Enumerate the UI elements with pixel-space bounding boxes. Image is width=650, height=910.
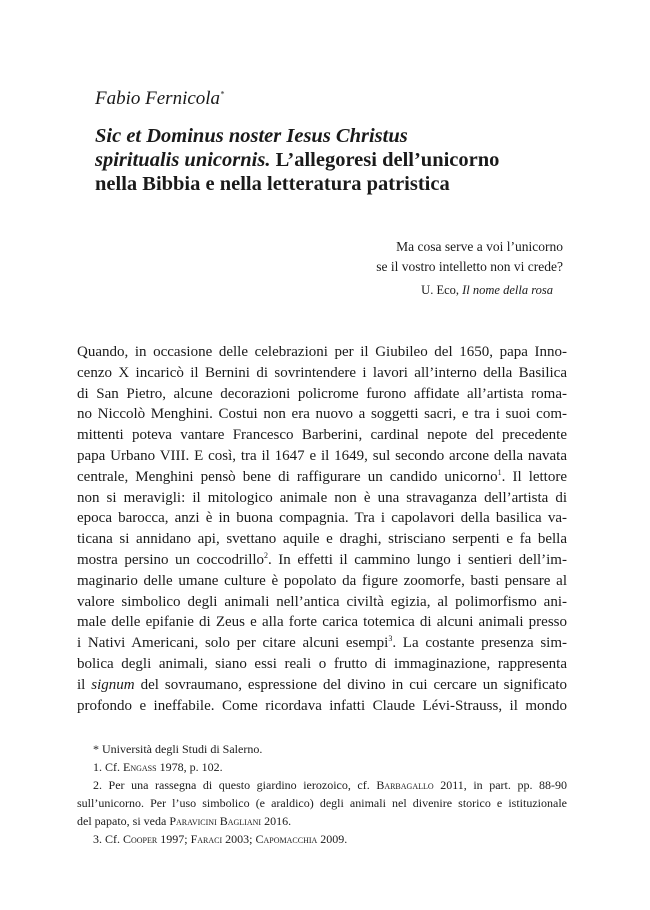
footnote-citation: Engass <box>123 760 157 774</box>
body-line <box>77 467 567 488</box>
footnote-text: del papato, si veda <box>77 814 170 828</box>
title-latin-1: Sic et Dominus noster Iesus Christus <box>95 125 408 147</box>
title-italian-2: L’allegoresi dell’unicorno <box>270 149 500 171</box>
body-line: ticana si annidano api, svettano aquile e draghi, strisciano serpenti e fa bella <box>77 531 567 548</box>
author-footnote-mark: * <box>220 89 225 99</box>
footnote-ref-1[interactable]: 1 <box>497 467 502 477</box>
title-line-3: nella Bibbia e nella letteratura patristica <box>95 173 450 195</box>
footnote-3 <box>77 830 567 848</box>
epigraph-line-1: Ma cosa serve a voi l’unicorno <box>396 239 563 254</box>
footnote-2-line-3 <box>77 812 567 830</box>
body-line: profondo e ineffabile. Come ricordava infatti Claude Lévi-Strauss, il mondo <box>77 697 567 714</box>
epigraph-line-2: se il vostro intelletto non vi crede? <box>376 259 563 274</box>
body-line: bolica degli animali, siano essi reali o frutto di immaginazione, rappresenta <box>77 655 567 672</box>
epigraph-source-title: Il nome della rosa <box>462 283 553 297</box>
footnote-text: 2016. <box>261 814 292 828</box>
title-line-1 <box>95 124 565 148</box>
epigraph-source-author: U. Eco, <box>421 283 463 297</box>
article-title <box>95 124 565 196</box>
body-line: maginario delle umane culture è popolato da figure zoomorfe, basti pensare al <box>77 572 567 589</box>
footnote-text: 2009. <box>317 832 348 846</box>
body-line: di San Pietro, alcune decorazioni policrome furono affidate all’artista roma- <box>77 385 567 402</box>
title-line-2 <box>95 148 565 172</box>
footnote-citation: Paravicini Bagliani <box>169 814 262 828</box>
body-text-segment: . Il lettore <box>501 468 568 485</box>
footnote-citation: Faraci <box>190 832 223 846</box>
body-line: mittenti poteva vantare Francesco Barberini, cardinal nepote del precedente <box>77 427 567 444</box>
body-line: valore simbolico degli animali nell’antica civiltà egizia, al polimorfismo ani- <box>77 593 567 610</box>
body-line: epoca barocca, anzi è in buona compagnia. Tra i capolavori della basilica va- <box>77 510 567 527</box>
body-line: papa Urbano VIII. E così, tra il 1647 e il 1649, sul secondo arcone della navata <box>77 447 567 464</box>
body-line: Quando, in occasione delle celebrazioni per il Giubileo del 1650, papa Inno- <box>77 344 567 360</box>
author-name-text: Fabio Fernicola <box>95 88 221 109</box>
body-line: non si meravigli: il mitologico animale non è una stravaganza dell’artista di <box>77 489 567 506</box>
epigraph <box>376 237 563 300</box>
body-text-segment: del sovraumano, espressione del divino in cui cercare un significato <box>134 676 567 693</box>
body-line: cenzo X incaricò il Bernini di sovrintendere i lavori all’interno della Basilica <box>77 364 567 381</box>
footnote-text: 1. Cf. <box>93 760 123 774</box>
footnote-citation: Capomacchia <box>255 832 318 846</box>
footnote-text: 3. Cf. <box>93 832 123 846</box>
title-latin-2: spiritualis unicornis. <box>95 149 271 171</box>
body-text-segment: . In effetti il cammino lungo i sentieri dell’im- <box>268 551 567 568</box>
footnote-affiliation: * Università degli Studi di Salerno. <box>93 742 263 756</box>
footnote-citation: Barbagallo <box>376 778 434 792</box>
body-line: no Niccolò Menghini. Costui non era nuovo a soggetti sacri, e tra i suoi com- <box>77 406 567 423</box>
body-text-segment: mostra persino un coccodrillo <box>77 551 265 568</box>
body-text-segment: centrale, Menghini pensò bene di raffigurare un candido unicorno <box>77 468 498 485</box>
footnote-2-line-2: sull’unicorno. Per l’uso simbolico (e araldico) degli animali nel divenire storico e istituzionale <box>77 796 567 810</box>
footnote-ref-3[interactable]: 3 <box>388 634 393 644</box>
footnote-ref-2[interactable]: 2 <box>264 550 269 560</box>
body-line: male delle epifanie di Zeus e alla forte carica totemica di alcuni animali presso <box>77 614 567 631</box>
body-line <box>77 675 567 696</box>
footnote-text: 2003; <box>222 832 256 846</box>
body-text-segment: i Nativi Americani, solo per citare alcuni esempi <box>77 635 389 652</box>
body-line <box>77 633 567 654</box>
epigraph-source <box>376 280 563 300</box>
body-line <box>77 550 567 571</box>
footnote-citation: Cooper <box>123 832 158 846</box>
footnotes <box>77 740 567 848</box>
footnote-text: 1978, p. 102. <box>156 760 223 774</box>
footnote-2-line-1 <box>77 776 567 794</box>
body-text-segment: il <box>77 676 92 693</box>
footnote-text: 2. Per una rassegna di questo giardino ierozoico, cf. <box>93 778 377 792</box>
footnote-text: 2011, in part. pp. 88-90 <box>433 778 567 792</box>
body-text-segment: . La costante presenza sim- <box>392 635 567 652</box>
footnote-text: 1997; <box>157 832 191 846</box>
footnote-1 <box>77 758 567 776</box>
body-text <box>77 342 567 716</box>
body-italic-term: signum <box>91 676 135 693</box>
author-name <box>95 88 224 110</box>
